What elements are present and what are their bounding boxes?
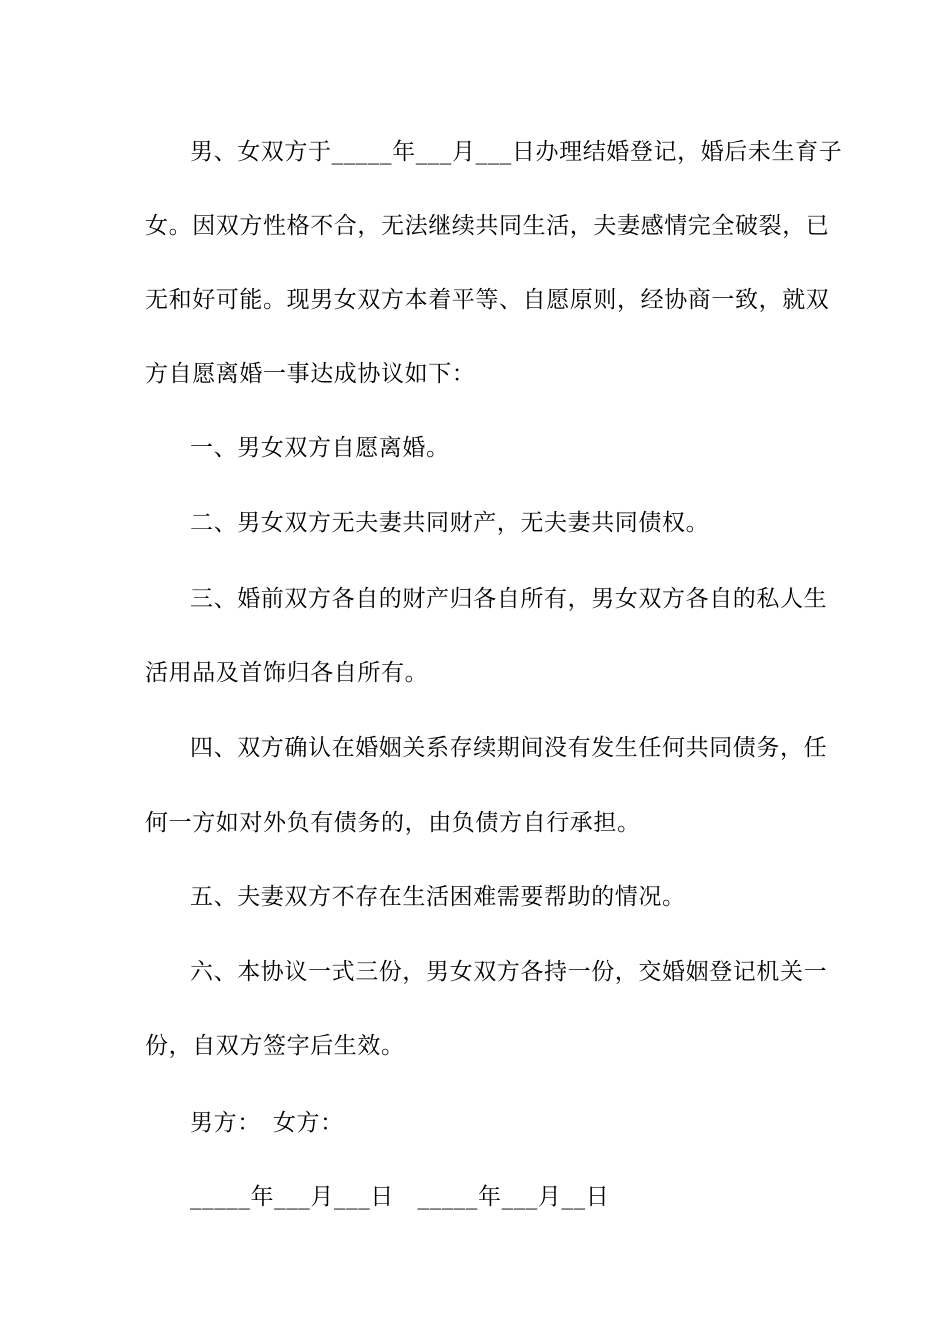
clause-6-line-1: 六、本协议一式三份，男女双方各持一份，交婚姻登记机关一 xyxy=(190,959,828,985)
clause-3-line-1: 三、婚前双方各自的财产归各自所有，男女双方各自的私人生 xyxy=(190,586,828,612)
paragraph-intro-line-3: 无和好可能。现男女双方本着平等、自愿原则，经协商一致，就双 xyxy=(145,287,830,313)
clause-2: 二、男女双方无夫妻共同财产，无夫妻共同债权。 xyxy=(190,510,710,536)
signature-dates: _____年___月___日 _____年___月__日 xyxy=(190,1184,610,1210)
paragraph-intro-line-4: 方自愿离婚一事达成协议如下： xyxy=(145,361,476,387)
clause-4-line-2: 何一方如对外负有债务的，由负债方自行承担。 xyxy=(145,810,641,836)
signature-labels: 男方： 女方： xyxy=(190,1110,344,1136)
clause-6-line-2: 份，自双方签字后生效。 xyxy=(145,1033,405,1059)
clause-3-line-2: 活用品及首饰归各自所有。 xyxy=(145,660,429,686)
clause-5: 五、夫妻双方不存在生活困难需要帮助的情况。 xyxy=(190,884,686,910)
paragraph-intro-line-1: 男、女双方于_____年___月___日办理结婚登记，婚后未生育子 xyxy=(190,139,843,165)
clause-4-line-1: 四、双方确认在婚姻关系存续期间没有发生任何共同债务，任 xyxy=(190,735,828,761)
clause-1: 一、男女双方自愿离婚。 xyxy=(190,435,450,461)
paragraph-intro-line-2: 女。因双方性格不合，无法继续共同生活，夫妻感情完全破裂，已 xyxy=(145,213,830,239)
